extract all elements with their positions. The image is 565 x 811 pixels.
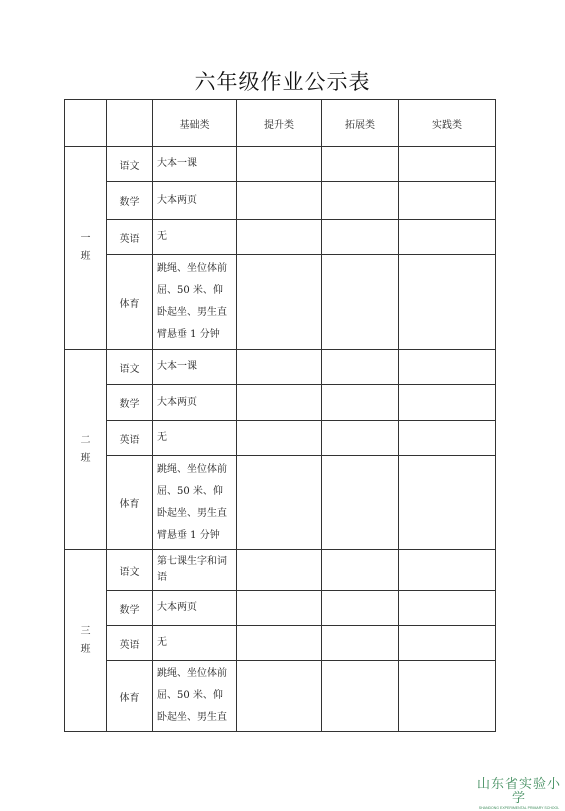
subject-cell: 数学 bbox=[107, 591, 153, 626]
empty-cell bbox=[237, 661, 322, 732]
table-row bbox=[65, 421, 496, 456]
empty-cell bbox=[322, 182, 399, 220]
basic-cell: 第七课生字和词 语 bbox=[153, 550, 237, 591]
empty-cell bbox=[399, 147, 496, 182]
school-logo-cn: 山东省实验小学 bbox=[476, 777, 561, 806]
empty-cell bbox=[322, 385, 399, 421]
empty-cell bbox=[237, 147, 322, 182]
class-label: 三 班 bbox=[65, 550, 107, 732]
header-advanced: 提升类 bbox=[237, 100, 322, 147]
subject-cell: 英语 bbox=[107, 626, 153, 661]
table-row bbox=[65, 550, 496, 591]
empty-cell bbox=[322, 661, 399, 732]
basic-cell: 无 bbox=[153, 421, 237, 456]
empty-cell bbox=[322, 255, 399, 350]
empty-cell bbox=[237, 350, 322, 385]
basic-cell: 大本两页 bbox=[153, 591, 237, 626]
class-label: 二 班 bbox=[65, 350, 107, 550]
empty-cell bbox=[399, 350, 496, 385]
empty-cell bbox=[237, 255, 322, 350]
header-extended: 拓展类 bbox=[322, 100, 399, 147]
table-row bbox=[65, 220, 496, 255]
basic-cell: 跳绳、坐位体前 屈、50 米、仰 卧起坐、男生直 bbox=[153, 661, 237, 732]
table-row bbox=[65, 350, 496, 385]
empty-cell bbox=[399, 661, 496, 732]
basic-cell: 大本一课 bbox=[153, 350, 237, 385]
empty-cell bbox=[237, 456, 322, 550]
subject-cell: 语文 bbox=[107, 350, 153, 385]
basic-cell: 大本一课 bbox=[153, 147, 237, 182]
table-row bbox=[65, 456, 496, 550]
table-row bbox=[65, 182, 496, 220]
subject-cell: 语文 bbox=[107, 550, 153, 591]
basic-cell: 大本两页 bbox=[153, 385, 237, 421]
empty-cell bbox=[399, 550, 496, 591]
subject-cell: 体育 bbox=[107, 255, 153, 350]
empty-cell bbox=[399, 456, 496, 550]
empty-cell bbox=[399, 182, 496, 220]
empty-cell bbox=[399, 421, 496, 456]
subject-cell: 英语 bbox=[107, 220, 153, 255]
empty-cell bbox=[399, 220, 496, 255]
empty-cell bbox=[322, 456, 399, 550]
basic-cell: 跳绳、坐位体前 屈、50 米、仰 卧起坐、男生直 臂悬垂 1 分钟 bbox=[153, 456, 237, 550]
empty-cell bbox=[237, 550, 322, 591]
empty-cell bbox=[399, 626, 496, 661]
empty-cell bbox=[237, 591, 322, 626]
empty-cell bbox=[322, 350, 399, 385]
header-basic: 基础类 bbox=[153, 100, 237, 147]
empty-cell bbox=[237, 220, 322, 255]
class-label: 一 班 bbox=[65, 147, 107, 350]
empty-cell bbox=[237, 626, 322, 661]
basic-cell: 跳绳、坐位体前 屈、50 米、仰 卧起坐、男生直 臂悬垂 1 分钟 bbox=[153, 255, 237, 350]
empty-cell bbox=[399, 385, 496, 421]
subject-cell: 数学 bbox=[107, 385, 153, 421]
empty-cell bbox=[322, 626, 399, 661]
empty-cell bbox=[399, 255, 496, 350]
empty-cell bbox=[322, 591, 399, 626]
empty-cell bbox=[322, 550, 399, 591]
empty-cell bbox=[399, 591, 496, 626]
header-row bbox=[65, 100, 496, 147]
empty-cell bbox=[322, 147, 399, 182]
subject-cell: 体育 bbox=[107, 661, 153, 732]
basic-cell: 无 bbox=[153, 626, 237, 661]
header-practice: 实践类 bbox=[399, 100, 496, 147]
table-row bbox=[65, 147, 496, 182]
subject-cell: 数学 bbox=[107, 182, 153, 220]
subject-cell: 英语 bbox=[107, 421, 153, 456]
school-logo bbox=[474, 778, 564, 811]
table-row bbox=[65, 385, 496, 421]
subject-cell: 语文 bbox=[107, 147, 153, 182]
table-row bbox=[65, 661, 496, 732]
table-row bbox=[65, 626, 496, 661]
header-empty-cell bbox=[107, 100, 153, 147]
subject-cell: 体育 bbox=[107, 456, 153, 550]
basic-cell: 大本两页 bbox=[153, 182, 237, 220]
page-title: 六年级作业公示表 bbox=[194, 70, 371, 94]
empty-cell bbox=[237, 182, 322, 220]
empty-cell bbox=[237, 421, 322, 456]
empty-cell bbox=[237, 385, 322, 421]
header-empty-cell bbox=[65, 100, 107, 147]
table-row bbox=[65, 255, 496, 350]
empty-cell bbox=[322, 421, 399, 456]
table-row bbox=[65, 591, 496, 626]
school-logo-en: SHANDONG EXPERIMENTAL PRIMARY SCHOOL bbox=[478, 806, 560, 810]
empty-cell bbox=[322, 220, 399, 255]
homework-table bbox=[64, 99, 496, 732]
basic-cell: 无 bbox=[153, 220, 237, 255]
